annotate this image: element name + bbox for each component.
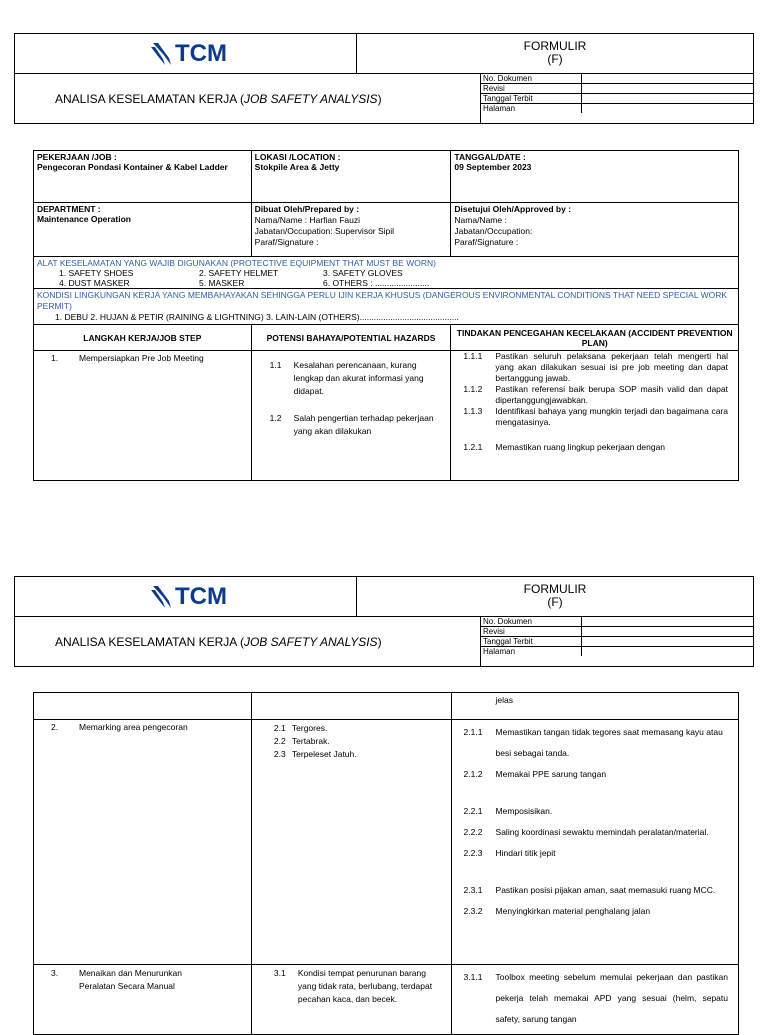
- conditions-section: KONDISI LINGKUNGAN KERJA YANG MEMBAHAYAKAN SEHINGGA PERLU IJIN KERJA KHUSUS (DANGEROUS ENVIRONMENTAL CONDITIONS THAT NEED SPECIAL WORK PERMIT) 1. DEBU 2. HUJAN & PETIR (RAINING & LIGHTNING) 3. LAIN-LAIN (OTHERS)..........................................: [34, 289, 739, 325]
- logo-text: TCM: [175, 583, 227, 610]
- logo-text: TCM: [175, 40, 227, 67]
- doc-title: ANALISA KESELAMATAN KERJA ( JOB SAFETY ANALYSIS ): [15, 74, 481, 123]
- form-code: (F): [547, 595, 563, 609]
- action-cell: 2.1.1 Memastikan tangan tidak tegores saat memasang kayu atau besi sebagai tanda. 2.1.2 Memakai PPE sarung tangan 2.2.1 Memposisikan. 2.2.2 Saling koordinasi sewaktu memindah peralatan/material. 2.2.3 Hindari titik jepit 2.3.1 Pastikan posisi pijakan aman, saat memasuki ruang MCC. 2.3.2 Menyingkirkan material penghalang jalan: [451, 720, 738, 965]
- col-header-action: TINDAKAN PENCEGAHAN KECELAKAAN (ACCIDENT PREVENTION PLAN): [451, 325, 739, 351]
- tcm-swoosh-icon: [149, 584, 175, 610]
- step-cell: 1. Mempersiapkan Pre Job Meeting: [34, 351, 252, 481]
- location-cell: LOKASI /LOCATION : Stokpile Area & Jetty: [251, 151, 451, 203]
- meta-row: Halaman: [481, 647, 753, 656]
- tcm-logo: [149, 40, 227, 68]
- approved-by-cell: Disetujui Oleh/Approved by : Nama/Name : Jabatan/Occupation: Paraf/Signature :: [451, 203, 739, 257]
- form-title: FORMULIR: [523, 582, 587, 596]
- doc-meta: [481, 617, 753, 666]
- logo-cell: [15, 34, 357, 74]
- form-cell: [357, 577, 753, 617]
- tcm-logo: [149, 583, 227, 611]
- page2-header: [14, 576, 754, 667]
- prepared-by-cell: Dibuat Oleh/Prepared by : Nama/Name : Harfian Fauzi Jabatan/Occupation: Supervisor Sipil Paraf/Signature :: [251, 203, 451, 257]
- tcm-swoosh-icon: [149, 41, 175, 67]
- job-cell: PEKERJAAN /JOB : Pengecoran Pondasi Kontainer & Kabel Ladder: [34, 151, 252, 203]
- jsa-table-page2: [33, 692, 739, 1035]
- jsa-table-page1: [33, 150, 739, 481]
- hazard-cell: 1.1 Kesalahan perencanaan, kurang lengkap dan akurat informasi yang didapat. 1.2 Salah pengertian terhadap pekerjaan yang akan dilakukan: [251, 351, 451, 481]
- ppe-section: ALAT KESELAMATAN YANG WAJIB DIGUNAKAN (PROTECTIVE EQUIPMENT THAT MUST BE WORN) 1. SAFETY SHOES 2. SAFETY HELMET 3. SAFETY GLOVES 4. DUST MASKER 5. MASKER 6. OTHERS : .......................: [34, 257, 739, 289]
- page1-header: [14, 33, 754, 124]
- action-cell: 3.1.1 Toolbox meeting sebelum memulai pekerjaan dan pastikan pekerja telah memakai APD yang sesuai (helm, sepatu safety, sarung tangan: [451, 965, 738, 1035]
- meta-row: Tanggal Terbit: [481, 637, 753, 647]
- form-title: FORMULIR: [523, 39, 587, 53]
- hazard-cell: 3.1 Kondisi tempat penurunan barang yang tidak rata, berlubang, terdapat pecahan kaca, dan becek.: [251, 965, 451, 1035]
- continued-action: jelas: [451, 693, 738, 720]
- doc-title: ANALISA KESELAMATAN KERJA ( JOB SAFETY ANALYSIS ): [15, 617, 481, 666]
- form-code: (F): [547, 52, 563, 66]
- col-header-step: LANGKAH KERJA/JOB STEP: [34, 325, 252, 351]
- meta-row: No. Dokumen: [481, 617, 753, 627]
- hazard-cell: 2.1 Tergores. 2.2 Tertabrak. 2.3 Terpeleset Jatuh.: [251, 720, 451, 965]
- col-header-hazard: POTENSI BAHAYA/POTENTIAL HAZARDS: [251, 325, 451, 351]
- step-cell: 3. Menaikan dan Menurunkan Peralatan Secara Manual: [34, 965, 252, 1035]
- meta-row: Tanggal Terbit: [481, 94, 753, 104]
- department-cell: DEPARTMENT : Maintenance Operation: [34, 203, 252, 257]
- meta-row: Revisi: [481, 84, 753, 94]
- doc-meta: [481, 74, 753, 123]
- meta-row: Revisi: [481, 627, 753, 637]
- date-cell: TANGGAL/DATE : 09 September 2023: [451, 151, 739, 203]
- step-cell: 2. Memarking area pengecoran: [34, 720, 252, 965]
- meta-row: No. Dokumen: [481, 74, 753, 84]
- form-cell: [357, 34, 753, 74]
- logo-cell: [15, 577, 357, 617]
- action-cell: 1.1.1 Pastikan seluruh pelaksana pekerjaan telah mengerti hal yang akan dilakukan sesuai isi pre job meeting dan dapat bertanggung jawab. 1.1.2 Pastikan referensi baik berupa SOP masih valid dan dapat dipertanggungjawabkan. 1.1.3 Identifikasi bahaya yang mungkin terjadi dan bagaimana cara mengatasinya. 1.2.1 Memastikan ruang lingkup pekerjaan dengan: [451, 351, 739, 481]
- meta-row: Halaman: [481, 104, 753, 113]
